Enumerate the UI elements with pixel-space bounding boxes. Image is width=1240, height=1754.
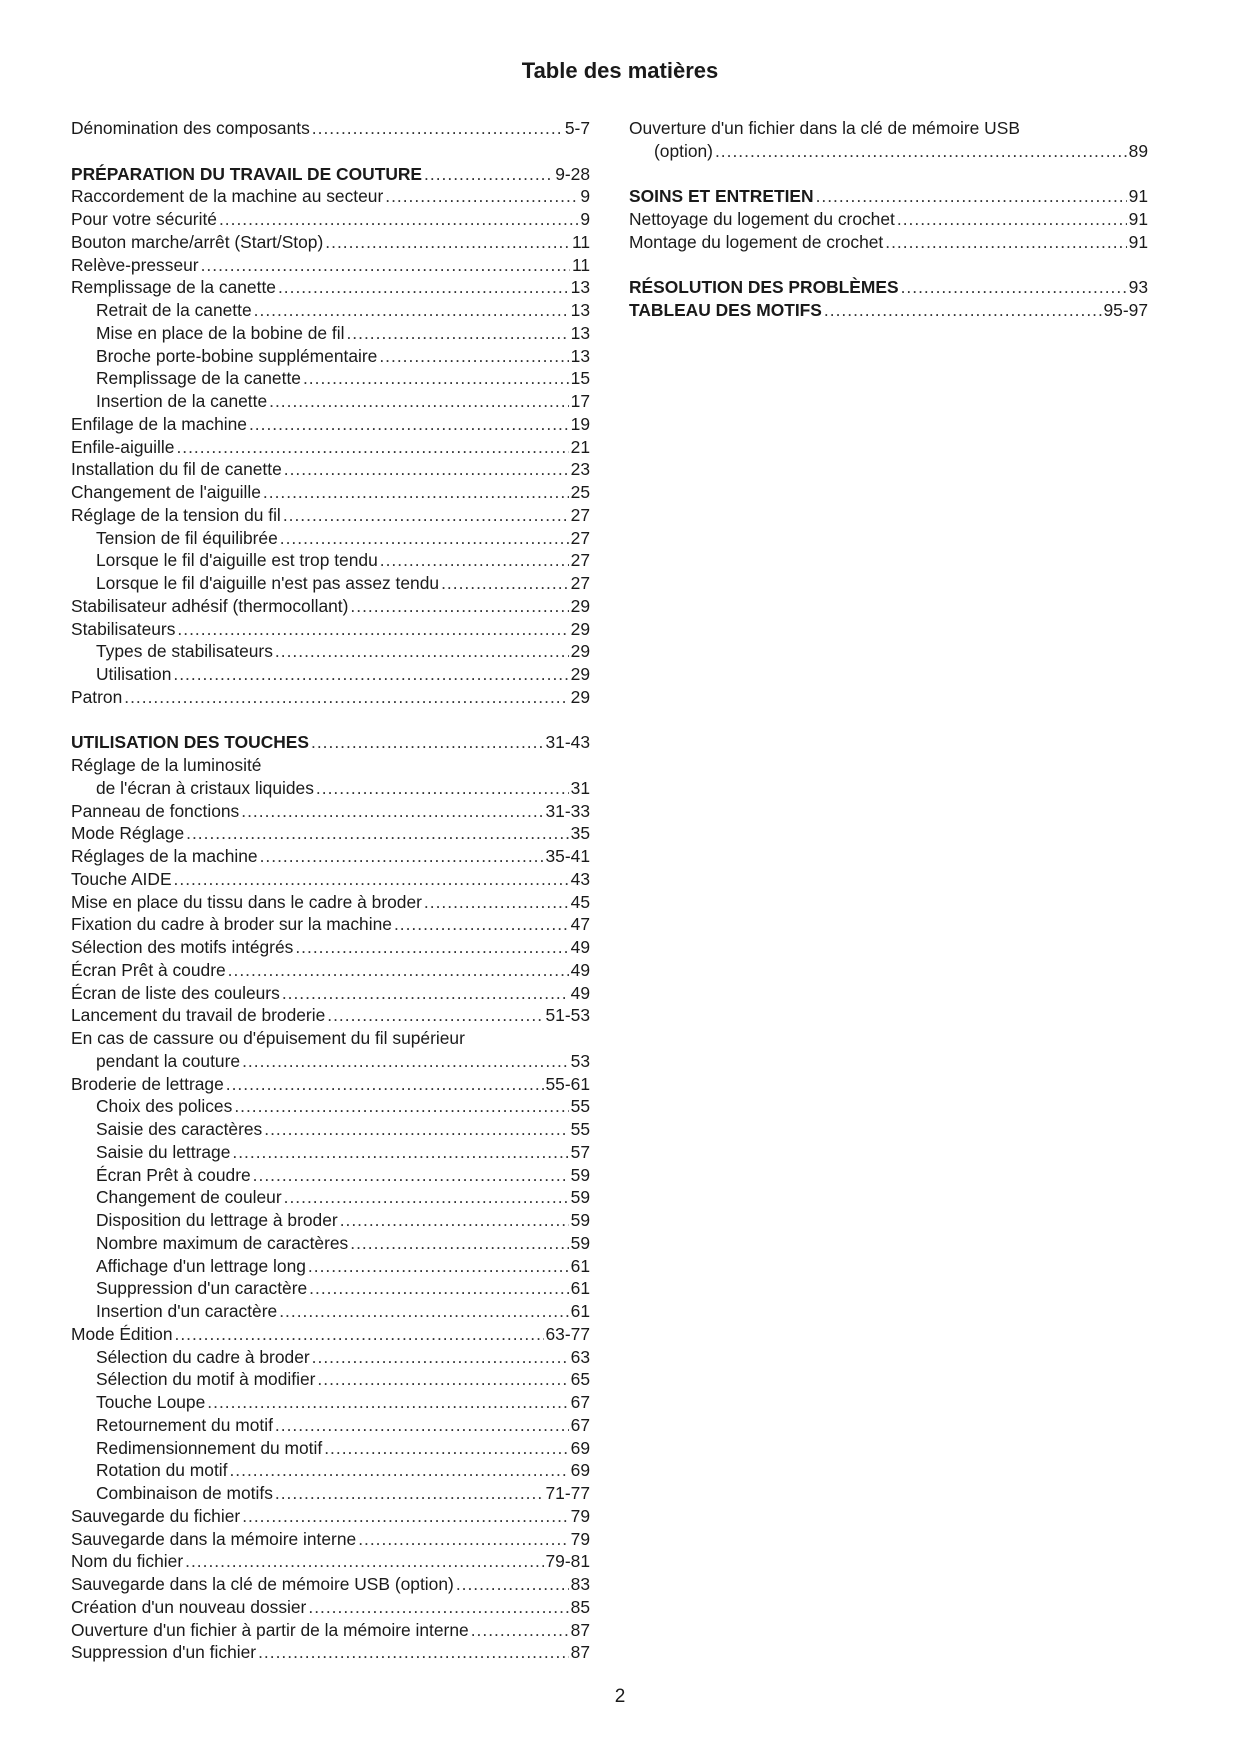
toc-entry-page: 85	[570, 1596, 590, 1617]
toc-entry-page: 87	[570, 1642, 590, 1663]
toc-entry-title: Écran de liste des couleurs	[71, 982, 280, 1003]
toc-entry	[71, 1300, 590, 1323]
toc-dot-leader	[241, 800, 543, 823]
toc-entry-title: Patron	[71, 686, 123, 707]
toc-entry-title: SOINS ET ENTRETIEN	[629, 186, 814, 207]
toc-dot-leader	[174, 868, 569, 891]
toc-entry	[71, 549, 590, 572]
toc-entry-title: Redimensionnement du motif	[96, 1437, 323, 1458]
toc-entry-title: Enfilage de la machine	[71, 413, 247, 434]
toc-dot-leader	[394, 913, 569, 936]
toc-entry-title: Raccordement de la machine au secteur	[71, 186, 384, 207]
toc-dot-leader	[284, 1186, 569, 1209]
toc-entry	[71, 1596, 590, 1619]
toc-entry	[71, 1459, 590, 1482]
toc-dot-leader	[229, 1459, 568, 1482]
toc-entry	[71, 1232, 590, 1255]
toc-dot-leader	[350, 595, 568, 618]
toc-entry-title: Mode Édition	[71, 1323, 173, 1344]
toc-entry	[71, 959, 590, 982]
toc-entry-title: Saisie du lettrage	[96, 1141, 231, 1162]
toc-dot-leader	[201, 254, 570, 277]
toc-entry-title: Choix des polices	[96, 1096, 233, 1117]
toc-entry-title: Ouverture d'un fichier dans la clé de mémoire USB	[629, 118, 1020, 138]
toc-entry-page: 45	[570, 891, 590, 912]
toc-entry-page: 43	[570, 868, 590, 889]
toc-entry-title: (option)	[654, 140, 713, 161]
toc-dot-leader	[327, 1004, 543, 1027]
toc-entry-title: Changement de l'aiguille	[71, 482, 261, 502]
toc-dot-leader	[303, 367, 569, 390]
toc-entry-title: Sauvegarde dans la clé de mémoire USB (option)	[71, 1574, 454, 1594]
toc-entry-title: Ouverture d'un fichier à partir de la mémoire interne	[71, 1619, 469, 1640]
toc-entry-page: 59	[570, 1164, 590, 1185]
toc-entry	[71, 1073, 590, 1096]
toc-entry-title: Stabilisateurs	[71, 618, 176, 639]
toc-entry-page: 17	[570, 391, 590, 411]
toc-dot-leader	[885, 231, 1126, 254]
toc-entry-title: Mode Réglage	[71, 823, 185, 844]
toc-entry	[629, 231, 1148, 254]
toc-entry-title: Lancement du travail de broderie	[71, 1005, 326, 1026]
toc-dot-leader	[228, 959, 569, 982]
toc-entry-page: 9-28	[555, 163, 590, 184]
toc-entry-page: 95-97	[1103, 300, 1148, 320]
toc-entry-page: 15	[570, 368, 590, 389]
toc-entry-title: Nom du fichier	[71, 1551, 184, 1572]
toc-entry-page: 55	[570, 1096, 590, 1117]
toc-dot-leader	[424, 163, 553, 186]
toc-entry-page: 9	[580, 186, 590, 207]
toc-entry	[629, 208, 1148, 231]
toc-entry	[71, 254, 590, 277]
toc-entry-page: 91	[1128, 231, 1148, 252]
toc-spacer	[629, 163, 1148, 186]
toc-entry-page: 69	[570, 1460, 590, 1481]
toc-dot-leader	[249, 413, 569, 436]
toc-entry	[71, 208, 590, 231]
toc-entry-page: 13	[570, 300, 590, 320]
toc-entry	[71, 891, 590, 914]
toc-entry-page: 35	[570, 823, 590, 844]
toc-entry-page: 91	[1128, 186, 1148, 207]
toc-entry-title: Nombre maximum de caractères	[96, 1232, 349, 1253]
toc-entry-page: 61	[570, 1255, 590, 1276]
toc-entry-title: de l'écran à cristaux liquides	[96, 777, 314, 798]
toc-entry-page: 63-77	[545, 1323, 590, 1344]
toc-entry	[71, 777, 590, 800]
toc-section-heading	[71, 163, 590, 186]
toc-entry-title: pendant la couture	[96, 1050, 241, 1071]
toc-entry-page: 65	[570, 1369, 590, 1390]
toc-entry-title: Broche porte-bobine supplémentaire	[96, 345, 378, 366]
toc-dot-leader	[897, 208, 1127, 231]
toc-dot-leader	[901, 276, 1127, 299]
toc-entry	[71, 982, 590, 1005]
toc-entry-page: 79-81	[545, 1551, 590, 1572]
toc-dot-leader	[385, 185, 578, 208]
toc-entry	[71, 458, 590, 481]
toc-entry	[71, 595, 590, 618]
toc-dot-leader	[280, 527, 569, 550]
toc-entry-page: 31-33	[545, 800, 590, 821]
toc-entry	[71, 413, 590, 436]
toc-entry	[71, 1482, 590, 1505]
toc-entry-title: Installation du fil de canette	[71, 459, 282, 480]
toc-entry-title: PRÉPARATION DU TRAVAIL DE COUTURE	[71, 163, 423, 184]
toc-dot-leader	[379, 345, 568, 368]
toc-entry-title: Mise en place du tissu dans le cadre à broder	[71, 891, 422, 912]
toc-dot-leader	[340, 1209, 569, 1232]
toc-dot-leader	[324, 1437, 568, 1460]
toc-section-heading	[71, 731, 590, 754]
toc-entry-title: Sélection du cadre à broder	[96, 1346, 310, 1367]
toc-entry-page: 71-77	[545, 1483, 590, 1503]
toc-entry	[71, 1050, 590, 1073]
toc-entry-title: Touche AIDE	[71, 868, 172, 889]
toc-entry-title: Combinaison de motifs	[96, 1483, 273, 1503]
toc-dot-leader	[316, 777, 569, 800]
toc-entry	[71, 1141, 590, 1164]
toc-entry-page: 49	[570, 959, 590, 980]
toc-entry	[71, 1346, 590, 1369]
toc-entry-title: Création d'un nouveau dossier	[71, 1596, 307, 1617]
toc-dot-leader	[284, 458, 569, 481]
toc-entry	[71, 845, 590, 868]
toc-entry-page: 83	[570, 1574, 590, 1594]
toc-entry-page: 89	[1128, 140, 1148, 161]
toc-entry-page: 79	[570, 1528, 590, 1549]
toc-entry-page: 69	[570, 1437, 590, 1458]
toc-entry-page: 93	[1128, 277, 1148, 298]
toc-entry-title: Réglages de la machine	[71, 846, 258, 866]
toc-entry-page: 53	[570, 1050, 590, 1071]
toc-dot-leader	[312, 1346, 569, 1369]
toc-dot-leader	[275, 1414, 569, 1437]
toc-entry	[71, 1550, 590, 1573]
toc-dot-leader	[816, 185, 1127, 208]
toc-dot-leader	[177, 618, 568, 641]
toc-dot-leader	[278, 276, 569, 299]
toc-entry-title: Réglage de la luminosité	[71, 755, 262, 775]
toc-entry-title: Broderie de lettrage	[71, 1073, 224, 1094]
toc-entry	[71, 390, 590, 413]
toc-entry	[71, 1209, 590, 1232]
toc-spacer	[71, 140, 590, 163]
toc-entry	[71, 1095, 590, 1118]
toc-entry	[71, 299, 590, 322]
toc-dot-leader	[263, 481, 569, 504]
toc-entry-page: 59	[570, 1210, 590, 1230]
toc-dot-leader	[824, 299, 1102, 322]
toc-dot-leader	[311, 731, 544, 754]
toc-entry	[71, 1437, 590, 1460]
toc-section-heading	[629, 299, 1148, 322]
toc-entry-title: TABLEAU DES MOTIFS	[629, 300, 822, 320]
toc-entry-title: Pour votre sécurité	[71, 209, 217, 229]
toc-entry-page: 35-41	[545, 846, 590, 866]
toc-entry-title: Sauvegarde du fichier	[71, 1505, 241, 1526]
toc-entry-page: 61	[570, 1301, 590, 1321]
toc-entry-title: Sauvegarde dans la mémoire interne	[71, 1528, 357, 1549]
toc-dot-leader	[254, 299, 569, 322]
toc-dot-leader	[232, 1141, 568, 1164]
toc-entry-title: Relève-presseur	[71, 254, 199, 275]
toc-entry	[71, 754, 590, 777]
toc-entry-title: Affichage d'un lettrage long	[96, 1255, 306, 1276]
toc-entry	[629, 140, 1148, 163]
toc-spacer	[629, 254, 1148, 277]
toc-entry	[71, 436, 590, 459]
toc-entry	[71, 868, 590, 891]
toc-entry-title: RÉSOLUTION DES PROBLÈMES	[629, 277, 899, 298]
toc-dot-leader	[715, 140, 1127, 163]
toc-entry-page: 55-61	[545, 1073, 590, 1094]
toc-entry-title: Réglage de la tension du fil	[71, 504, 281, 525]
toc-entry-title: Tension de fil équilibrée	[96, 527, 278, 548]
toc-entry-title: Touche Loupe	[96, 1392, 206, 1412]
toc-entry-page: 29	[570, 641, 590, 662]
toc-entry-page: 31-43	[545, 732, 590, 753]
toc-dot-leader	[242, 1050, 569, 1073]
toc-entry-page: 67	[570, 1414, 590, 1435]
toc-dot-leader	[186, 822, 569, 845]
toc-dot-leader	[283, 504, 569, 527]
toc-entry-page: 87	[570, 1619, 590, 1640]
toc-dot-leader	[309, 1277, 568, 1300]
toc-entry	[71, 367, 590, 390]
toc-entry-title: Changement de couleur	[96, 1187, 282, 1208]
toc-entry-title: Fixation du cadre à broder sur la machine	[71, 914, 392, 935]
toc-dot-leader	[185, 1550, 543, 1573]
toc-entry-title: Retournement du motif	[96, 1414, 273, 1435]
toc-entry-page: 29	[570, 618, 590, 639]
toc-entry-page: 79	[570, 1505, 590, 1526]
toc-dot-leader	[275, 640, 569, 663]
toc-entry-page: 11	[571, 254, 590, 275]
toc-dot-leader	[173, 663, 568, 686]
toc-entry-page: 59	[570, 1187, 590, 1208]
toc-entry	[71, 800, 590, 823]
toc-dot-leader	[226, 1073, 544, 1096]
toc-entry-page: 49	[570, 937, 590, 957]
toc-dot-leader	[279, 1300, 568, 1323]
toc-entry-page: 55	[570, 1119, 590, 1139]
toc-entry	[71, 640, 590, 663]
toc-entry-title: Sélection des motifs intégrés	[71, 937, 294, 957]
toc-entry	[71, 276, 590, 299]
toc-entry	[71, 231, 590, 254]
toc-entry-title: Panneau de fonctions	[71, 800, 240, 821]
toc-entry-page: 13	[570, 345, 590, 366]
toc-entry	[71, 1164, 590, 1187]
toc-dot-leader	[207, 1391, 568, 1414]
toc-entry-page: 21	[570, 436, 590, 457]
toc-entry-title: Suppression d'un fichier	[71, 1642, 257, 1663]
toc-entry	[629, 117, 1148, 140]
page-number: 2	[614, 1686, 626, 1707]
toc-entry-page: 9	[580, 209, 590, 229]
toc-entry-title: Bouton marche/arrêt (Start/Stop)	[71, 231, 324, 252]
toc-entry-title: Nettoyage du logement du crochet	[629, 209, 895, 229]
toc-entry-page: 5-7	[564, 118, 590, 138]
toc-section-heading	[629, 276, 1148, 299]
toc-dot-leader	[456, 1573, 569, 1596]
toc-entry	[71, 618, 590, 641]
toc-left-column	[71, 117, 590, 1664]
toc-entry-title: Enfile-aiguille	[71, 436, 175, 457]
toc-entry-title: Mise en place de la bobine de fil	[96, 322, 345, 343]
toc-entry	[71, 572, 590, 595]
toc-dot-leader	[275, 1482, 544, 1505]
toc-entry	[71, 185, 590, 208]
toc-dot-leader	[471, 1619, 569, 1642]
toc-entry-title: Lorsque le fil d'aiguille n'est pas assez tendu	[96, 573, 440, 593]
toc-dot-leader	[308, 1255, 569, 1278]
toc-entry-page: 59	[570, 1232, 590, 1253]
toc-entry-title: Rotation du motif	[96, 1460, 228, 1481]
toc-entry	[71, 504, 590, 527]
toc-dot-leader	[234, 1095, 568, 1118]
toc-entry-page: 13	[570, 322, 590, 343]
toc-entry	[71, 527, 590, 550]
toc-entry-title: Remplissage de la canette	[96, 368, 301, 389]
toc-dot-leader	[260, 845, 544, 868]
toc-entry	[71, 1004, 590, 1027]
toc-entry	[71, 322, 590, 345]
toc-entry	[71, 1277, 590, 1300]
toc-entry	[71, 1368, 590, 1391]
toc-entry-page: 27	[570, 550, 590, 571]
toc-entry-page: 27	[570, 504, 590, 525]
toc-dot-leader	[282, 982, 569, 1005]
toc-entry-title: Sélection du motif à modifier	[96, 1369, 316, 1390]
toc-dot-leader	[380, 549, 569, 572]
toc-dot-leader	[253, 1164, 569, 1187]
toc-entry-page: 61	[570, 1278, 590, 1299]
toc-entry	[71, 117, 590, 140]
toc-dot-leader	[308, 1596, 568, 1619]
toc-entry	[71, 686, 590, 709]
toc-entry-title: Dénomination des composants	[71, 118, 310, 138]
toc-entry	[71, 1505, 590, 1528]
toc-entry-title: Types de stabilisateurs	[96, 641, 273, 662]
toc-dot-leader	[325, 231, 570, 254]
toc-entry-title: En cas de cassure ou d'épuisement du fil supérieur	[71, 1028, 465, 1048]
toc-entry	[71, 1641, 590, 1664]
toc-dot-leader	[295, 936, 568, 959]
toc-entry-title: Utilisation	[96, 664, 172, 684]
toc-entry	[71, 913, 590, 936]
toc-entry	[71, 1186, 590, 1209]
toc-entry-page: 47	[570, 914, 590, 935]
toc-entry	[71, 1391, 590, 1414]
toc-entry-page: 49	[570, 982, 590, 1003]
toc-entry-title: Saisie des caractères	[96, 1119, 263, 1139]
toc-entry-title: Lorsque le fil d'aiguille est trop tendu	[96, 550, 378, 571]
toc-dot-leader	[269, 390, 569, 413]
toc-entry-page: 19	[570, 413, 590, 434]
toc-dot-leader	[358, 1528, 568, 1551]
toc-dot-leader	[219, 208, 578, 231]
toc-entry	[71, 345, 590, 368]
toc-dot-leader	[424, 891, 569, 914]
toc-section-heading	[629, 185, 1148, 208]
toc-entry	[71, 1323, 590, 1346]
toc-entry-title: Disposition du lettrage à broder	[96, 1210, 338, 1230]
toc-dot-leader	[258, 1641, 569, 1664]
toc-entry	[71, 1118, 590, 1141]
toc-dot-leader	[317, 1368, 568, 1391]
toc-entry-page: 31	[570, 777, 590, 798]
toc-entry-page: 29	[570, 595, 590, 616]
toc-entry-title: Écran Prêt à coudre	[96, 1164, 251, 1185]
toc-entry	[71, 663, 590, 686]
toc-entry-title: Stabilisateur adhésif (thermocollant)	[71, 595, 349, 616]
toc-entry-page: 25	[570, 482, 590, 502]
toc-entry	[71, 1414, 590, 1437]
toc-entry-page: 29	[570, 664, 590, 684]
toc-entry	[71, 1619, 590, 1642]
toc-right-column	[629, 117, 1148, 322]
toc-dot-leader	[441, 572, 569, 595]
toc-dot-leader	[350, 1232, 568, 1255]
toc-entry-page: 63	[570, 1346, 590, 1367]
toc-entry-page: 23	[570, 459, 590, 480]
toc-dot-leader	[312, 117, 563, 140]
toc-entry-title: Montage du logement de crochet	[629, 231, 884, 252]
toc-dot-leader	[264, 1118, 568, 1141]
toc-entry-title: Écran Prêt à coudre	[71, 959, 226, 980]
toc-entry	[71, 1027, 590, 1050]
toc-entry-page: 57	[570, 1141, 590, 1162]
toc-entry-page: 91	[1128, 209, 1148, 229]
toc-dot-leader	[242, 1505, 568, 1528]
toc-entry-title: Retrait de la canette	[96, 300, 252, 320]
toc-entry-page: 11	[571, 231, 590, 252]
toc-entry-page: 67	[570, 1392, 590, 1412]
toc-entry-title: UTILISATION DES TOUCHES	[71, 732, 310, 753]
toc-entry	[71, 822, 590, 845]
toc-entry-page: 51-53	[545, 1005, 590, 1026]
toc-entry-page: 29	[570, 686, 590, 707]
toc-dot-leader	[346, 322, 568, 345]
toc-entry-title: Suppression d'un caractère	[96, 1278, 308, 1299]
toc-spacer	[71, 709, 590, 732]
toc-entry	[71, 481, 590, 504]
toc-entry-title: Remplissage de la canette	[71, 277, 276, 298]
toc-entry-title: Insertion de la canette	[96, 391, 268, 411]
toc-dot-leader	[176, 436, 568, 459]
toc-entry	[71, 1573, 590, 1596]
toc-entry	[71, 1528, 590, 1551]
toc-dot-leader	[124, 686, 568, 709]
toc-entry	[71, 1255, 590, 1278]
toc-entry	[71, 936, 590, 959]
page-title: Table des matières	[521, 58, 719, 83]
toc-entry-title: Insertion d'un caractère	[96, 1301, 278, 1321]
toc-entry-page: 13	[570, 277, 590, 298]
toc-dot-leader	[175, 1323, 544, 1346]
toc-entry-page: 27	[570, 527, 590, 548]
toc-entry-page: 27	[570, 573, 590, 593]
